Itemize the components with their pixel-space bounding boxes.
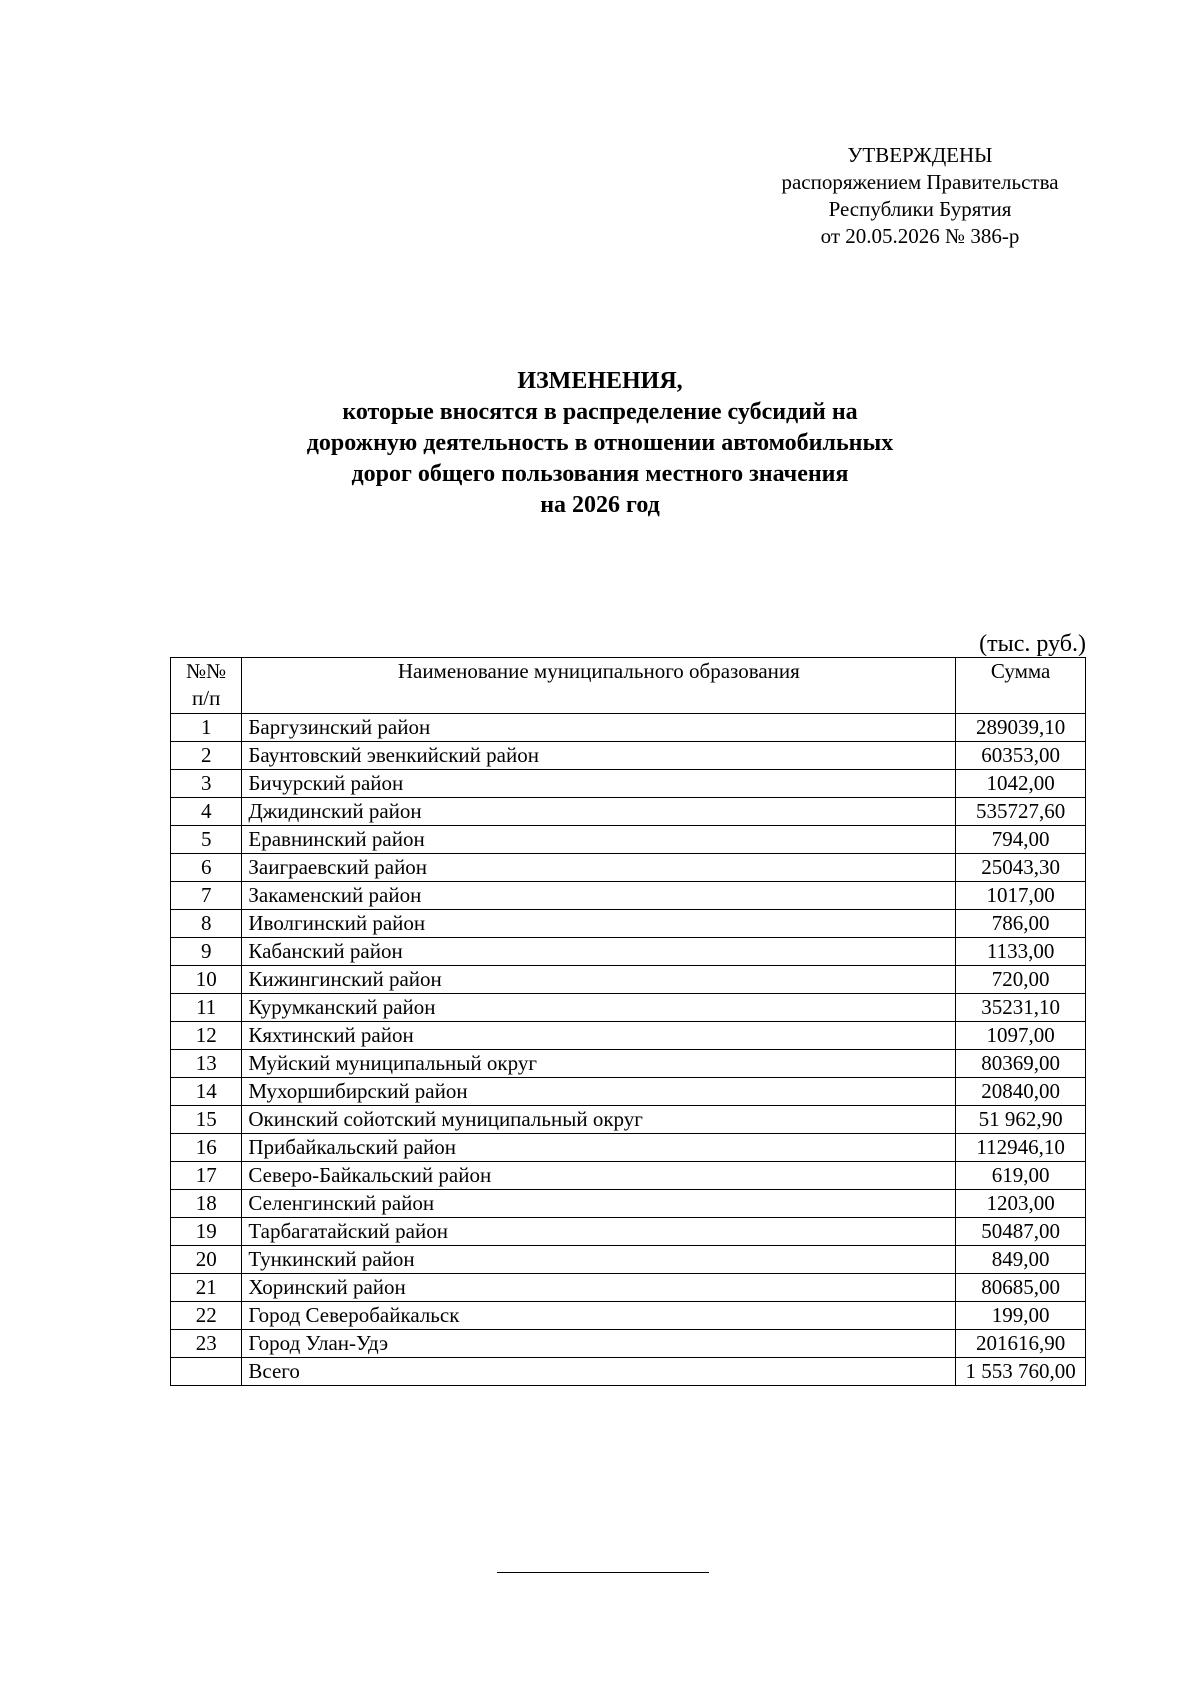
table-row (171, 1050, 1086, 1078)
title-line: на 2026 год (540, 492, 660, 518)
row-number: 17 (171, 1162, 242, 1190)
header-num-line: №№ (186, 659, 227, 683)
header-name: Наименование муниципального образования (242, 658, 956, 714)
table-row (171, 770, 1086, 798)
municipality-name: Курумканский район (242, 994, 956, 1022)
municipality-name: Тарбагатайский район (242, 1218, 956, 1246)
municipality-name: Хоринский район (242, 1274, 956, 1302)
subsidy-amount: 80685,00 (956, 1274, 1086, 1302)
subsidy-amount: 20840,00 (956, 1078, 1086, 1106)
municipality-name: Заиграевский район (242, 854, 956, 882)
subsidies-table (170, 657, 1086, 1386)
table-row (171, 1274, 1086, 1302)
approval-line: распоряжением Правительства (781, 170, 1059, 194)
subsidy-amount: 849,00 (956, 1246, 1086, 1274)
municipality-name: Баргузинский район (242, 714, 956, 742)
municipality-name: Еравнинский район (242, 826, 956, 854)
subsidy-amount: 786,00 (956, 910, 1086, 938)
subsidy-amount: 50487,00 (956, 1218, 1086, 1246)
row-number: 19 (171, 1218, 242, 1246)
approval-date: от 20.05.2026 № 386-р (820, 224, 1020, 248)
municipality-name: Кабанский район (242, 938, 956, 966)
title-line: дорожную деятельность в отношении автомобильных (306, 430, 894, 456)
subsidy-amount: 80369,00 (956, 1050, 1086, 1078)
row-number: 12 (171, 1022, 242, 1050)
header-num-line: п/п (192, 686, 221, 710)
row-number: 5 (171, 826, 242, 854)
subsidy-amount: 60353,00 (956, 742, 1086, 770)
municipality-name: Селенгинский район (242, 1190, 956, 1218)
municipality-name: Кижингинский район (242, 966, 956, 994)
document-title (150, 366, 1050, 521)
row-number: 14 (171, 1078, 242, 1106)
row-number: 8 (171, 910, 242, 938)
table-row (171, 910, 1086, 938)
row-number: 22 (171, 1302, 242, 1330)
subsidy-amount: 1042,00 (956, 770, 1086, 798)
subsidy-amount: 199,00 (956, 1302, 1086, 1330)
municipality-name: Кяхтинский район (242, 1022, 956, 1050)
subsidy-amount: 1133,00 (956, 938, 1086, 966)
table-row (171, 938, 1086, 966)
row-number: 9 (171, 938, 242, 966)
municipality-name: Мухоршибирский район (242, 1078, 956, 1106)
title-line: дорог общего пользования местного значения (351, 461, 849, 487)
subsidy-amount: 1203,00 (956, 1190, 1086, 1218)
row-number: 13 (171, 1050, 242, 1078)
row-number: 15 (171, 1106, 242, 1134)
table-header-row (171, 658, 1086, 714)
row-number: 7 (171, 882, 242, 910)
municipality-name: Окинский сойотский муниципальный округ (242, 1106, 956, 1134)
row-number: 6 (171, 854, 242, 882)
municipality-name: Город Северобайкальск (242, 1302, 956, 1330)
row-number: 2 (171, 742, 242, 770)
subsidy-amount: 1097,00 (956, 1022, 1086, 1050)
row-number: 16 (171, 1134, 242, 1162)
approval-block (720, 142, 1120, 250)
subsidy-amount: 25043,30 (956, 854, 1086, 882)
row-number: 20 (171, 1246, 242, 1274)
table-row (171, 826, 1086, 854)
municipality-name: Город Улан-Удэ (242, 1330, 956, 1358)
table-row (171, 994, 1086, 1022)
table-row (171, 1078, 1086, 1106)
table-body (171, 714, 1086, 1386)
table-row (171, 882, 1086, 910)
table-row (171, 966, 1086, 994)
municipality-name: Закаменский район (242, 882, 956, 910)
total-label: Всего (242, 1358, 956, 1386)
table-row (171, 854, 1086, 882)
row-number: 4 (171, 798, 242, 826)
subsidy-amount: 289039,10 (956, 714, 1086, 742)
table-row (171, 1246, 1086, 1274)
municipality-name: Иволгинский район (242, 910, 956, 938)
title-line: ИЗМЕНЕНИЯ, (517, 368, 683, 394)
table-row (171, 1162, 1086, 1190)
municipality-name: Прибайкальский район (242, 1134, 956, 1162)
total-row (171, 1358, 1086, 1386)
subsidy-amount: 1017,00 (956, 882, 1086, 910)
approval-line: Республики Бурятия (828, 197, 1012, 221)
row-number: 21 (171, 1274, 242, 1302)
table-row (171, 1302, 1086, 1330)
row-number: 3 (171, 770, 242, 798)
table-row (171, 742, 1086, 770)
table-row (171, 798, 1086, 826)
header-sum: Сумма (956, 658, 1086, 714)
subsidy-amount: 51 962,90 (956, 1106, 1086, 1134)
row-number: 18 (171, 1190, 242, 1218)
subsidy-amount: 35231,10 (956, 994, 1086, 1022)
table-row (171, 714, 1086, 742)
subsidy-amount: 794,00 (956, 826, 1086, 854)
table-row (171, 1190, 1086, 1218)
municipality-name: Бичурский район (242, 770, 956, 798)
unit-label: (тыс. руб.) (979, 631, 1086, 657)
municipality-name: Тункинский район (242, 1246, 956, 1274)
table-row (171, 1330, 1086, 1358)
table-row (171, 1134, 1086, 1162)
header-num (171, 658, 242, 714)
subsidy-amount: 112946,10 (956, 1134, 1086, 1162)
municipality-name: Северо-Байкальский район (242, 1162, 956, 1190)
title-line: которые вносятся в распределение субсидий на (342, 399, 858, 425)
total-amount: 1 553 760,00 (956, 1358, 1086, 1386)
municipality-name: Джидинский район (242, 798, 956, 826)
municipality-name: Баунтовский эвенкийский район (242, 742, 956, 770)
row-number: 23 (171, 1330, 242, 1358)
subsidy-amount: 201616,90 (956, 1330, 1086, 1358)
subsidy-amount: 619,00 (956, 1162, 1086, 1190)
subsidy-amount: 535727,60 (956, 798, 1086, 826)
row-number: 1 (171, 714, 242, 742)
subsidy-amount: 720,00 (956, 966, 1086, 994)
table-row (171, 1022, 1086, 1050)
row-number: 11 (171, 994, 242, 1022)
row-number: 10 (171, 966, 242, 994)
separator-line (497, 1572, 709, 1573)
table-row (171, 1106, 1086, 1134)
municipality-name: Муйский муниципальный округ (242, 1050, 956, 1078)
approval-heading: УТВЕРЖДЕНЫ (847, 143, 993, 167)
total-number (171, 1358, 242, 1386)
table-row (171, 1218, 1086, 1246)
